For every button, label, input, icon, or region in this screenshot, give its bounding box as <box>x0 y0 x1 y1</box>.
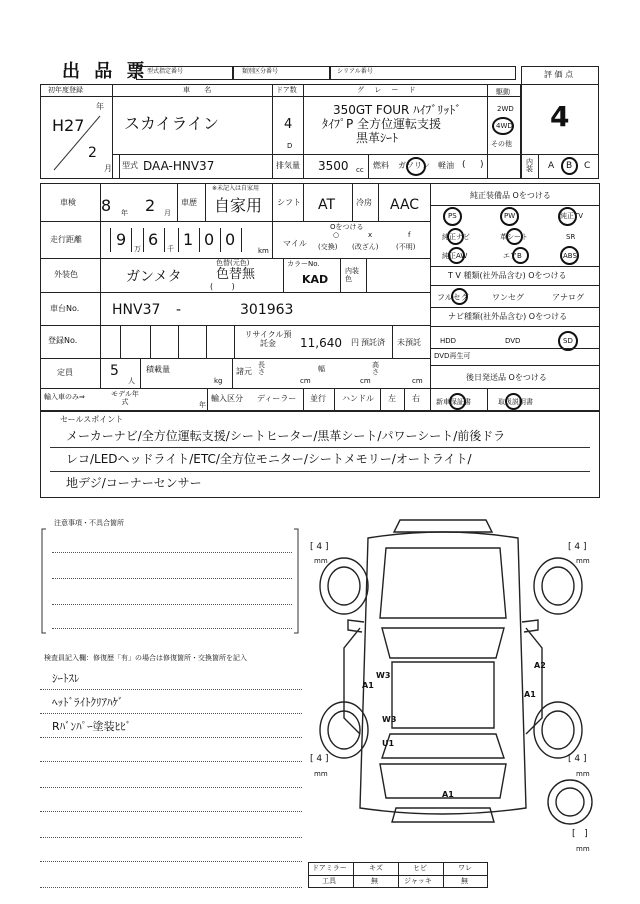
fuel-gasoline-circle <box>406 157 426 176</box>
vehicle-history: 自家用 <box>214 196 263 215</box>
tire-fr-depth: [ 4 ] <box>568 542 587 552</box>
mark-w3-hood: W3 <box>376 671 391 680</box>
mileage-digit-4: 0 <box>204 230 215 249</box>
displacement-value: 3500 <box>318 159 349 173</box>
tire-rl-depth: [ 4 ] <box>310 754 329 764</box>
equip-abs-circle <box>560 246 579 265</box>
type-spec-field: 型式指定番号 <box>136 66 233 80</box>
inspection-month: 2 <box>145 196 156 215</box>
mileage-digit-3: 1 <box>183 230 194 249</box>
car-name: スカイライン <box>124 114 220 133</box>
capacity-value: 5 <box>110 363 119 379</box>
sales-line-1: メーカーナビ/全方位運転支援/シートヒーター/黒革シート/パワーシート/前後ドラ <box>66 429 506 443</box>
equip-tv-circle <box>558 207 577 226</box>
notes-bracket <box>40 525 300 637</box>
grade-line-1: 350GT FOUR ﾊｲﾌﾞﾘｯﾄﾞ <box>333 103 462 117</box>
inspector-line-2: ﾍｯﾄﾞﾗｲﾄｸﾘｱﾊｹﾞ <box>52 696 124 709</box>
interior-grade-box: 内装 A B C <box>521 154 599 179</box>
drive-4wd-circle <box>492 117 514 135</box>
equip-ps-circle <box>443 207 462 226</box>
color-change: 色替無 <box>216 267 256 282</box>
mileage-digit-5: 0 <box>225 230 236 249</box>
later-warranty-circle <box>449 393 466 410</box>
tire-fl-depth: [ 4 ] <box>310 542 329 552</box>
sales-line-2: レコ/LEDヘッドライト/ETC/全方位モニター/シートメモリー/オートライト/ <box>66 452 472 466</box>
chassis-prefix: HNV37 <box>112 302 161 318</box>
shift-value: AT <box>318 197 336 213</box>
car-model: DAA-HNV37 <box>143 159 215 173</box>
score-box: 評 価 点 4 <box>521 66 599 179</box>
equip-leather-circle <box>506 228 523 245</box>
mark-a1-right: A1 <box>524 690 536 699</box>
mark-u1-left: U1 <box>382 739 395 748</box>
mark-a1-hood: A1 <box>362 681 374 690</box>
grade-line-3: 黒革ｼｰﾄ <box>356 131 399 145</box>
score-value: 4 <box>550 100 570 133</box>
registration-month: 2 <box>88 145 97 161</box>
later-manual-circle <box>505 393 522 410</box>
door-count: 4 <box>284 117 293 132</box>
inspector-line-1: ｼｰﾄｽﾚ <box>52 672 80 685</box>
equip-pw-circle <box>500 207 519 226</box>
grade-line-2: ﾀｲﾌﾟP 全方位運転支援 <box>322 117 442 131</box>
equip-nav-circle <box>447 228 464 245</box>
car-damage-diagram <box>300 508 600 868</box>
mileage-digit-2: 6 <box>148 230 159 249</box>
equip-airbag-circle <box>512 247 529 264</box>
tire-spare-depth: [ ] <box>572 829 588 839</box>
serial-field: シリアル番号 <box>330 66 516 80</box>
class-field: 類別区分番号 <box>233 66 330 80</box>
sales-line-3: 地デジ/コーナーセンサー <box>66 476 202 490</box>
recycle-amount: 11,640 <box>300 336 342 350</box>
registration-slash <box>48 100 110 176</box>
equip-aw-circle <box>448 247 465 264</box>
registration-era: H27 <box>52 116 85 135</box>
mark-a1-rear: A1 <box>442 790 454 799</box>
exterior-color: ガンメタ <box>126 269 182 285</box>
tv-fullseg-circle <box>451 288 468 305</box>
interior-b-circle <box>561 157 578 175</box>
mileage-digit-1: 9 <box>116 230 127 249</box>
inspector-line-3: Rﾊﾞﾝﾊﾟｰ塗装ﾋﾋﾞ <box>52 720 132 733</box>
chassis-number: 301963 <box>240 302 294 318</box>
inspection-year: 8 <box>101 196 112 215</box>
mark-w3-left: W3 <box>382 715 397 724</box>
tire-rr-depth: [ 4 ] <box>568 754 587 764</box>
ac-value: AAC <box>390 197 420 213</box>
mark-a2-right: A2 <box>534 661 546 670</box>
sheet-title: 出 品 票 <box>62 61 149 82</box>
color-number: KAD <box>302 273 329 286</box>
